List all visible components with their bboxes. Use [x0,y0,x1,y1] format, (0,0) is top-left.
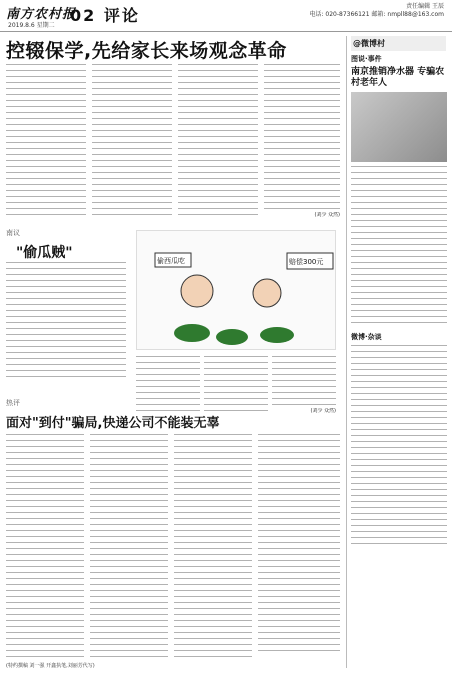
cartoon-bubble-right: 赔偿300元 [289,258,324,266]
sidebar-section-1: 图说·事件 [351,55,382,63]
main-article-col-1 [6,64,86,220]
newspaper-logo: 南方农村报 [6,7,77,22]
wechat-title: @微博村 [351,36,446,51]
bottom-footer: (特约撰稿 刘一强 开鑫执笔,刘丽芳代写) [6,663,95,669]
feature-section [6,226,338,416]
section-label: 02 评论 [70,6,140,25]
main-signature: (刘少 众然) [314,212,340,218]
bottom-article-col-2 [90,434,168,658]
editor-info: 责任编辑 王辰 电话: 020-87366121 邮箱: nmpll88@163.com [309,3,444,18]
bottom-article-col-3 [174,434,252,658]
main-article-col-4 [264,64,340,210]
main-article-col-3 [178,64,258,220]
bottom-article-col-1 [6,434,84,658]
feature-article-col-1 [6,262,126,382]
feature-title: "偷瓜贼" [16,245,73,261]
sidebar-section-2: 微博·杂谈 [351,333,382,341]
feature-article-col-4 [272,356,336,408]
feature-article-col-3 [204,356,268,416]
masthead [0,0,452,32]
issue-date: 2019.8.6 星期二 [8,22,55,29]
main-article-col-2 [92,64,172,220]
sidebar-headline: 南京推销净水器 专骗农村老年人 [351,67,445,88]
cartoon-illustration [136,230,336,350]
feature-tag: 南议 [6,229,20,237]
feature-signature: (刘少 众然) [310,408,336,414]
sidebar-text-1 [351,166,447,326]
sidebar-text-2 [351,345,447,545]
main-headline: 控辍保学,先给家长来场观念革命 [6,40,287,62]
wechat-sidebar [346,36,446,668]
bottom-headline: 面对"到付"骗局,快递公司不能装无辜 [6,416,220,431]
sidebar-photo [351,92,447,162]
bottom-article-col-4 [258,434,340,652]
feature-article-col-2 [136,356,200,416]
cartoon-drawing [137,231,337,351]
bottom-tag: 热评 [6,399,20,407]
cartoon-bubble-left: 偷西瓜吃 [157,257,185,265]
